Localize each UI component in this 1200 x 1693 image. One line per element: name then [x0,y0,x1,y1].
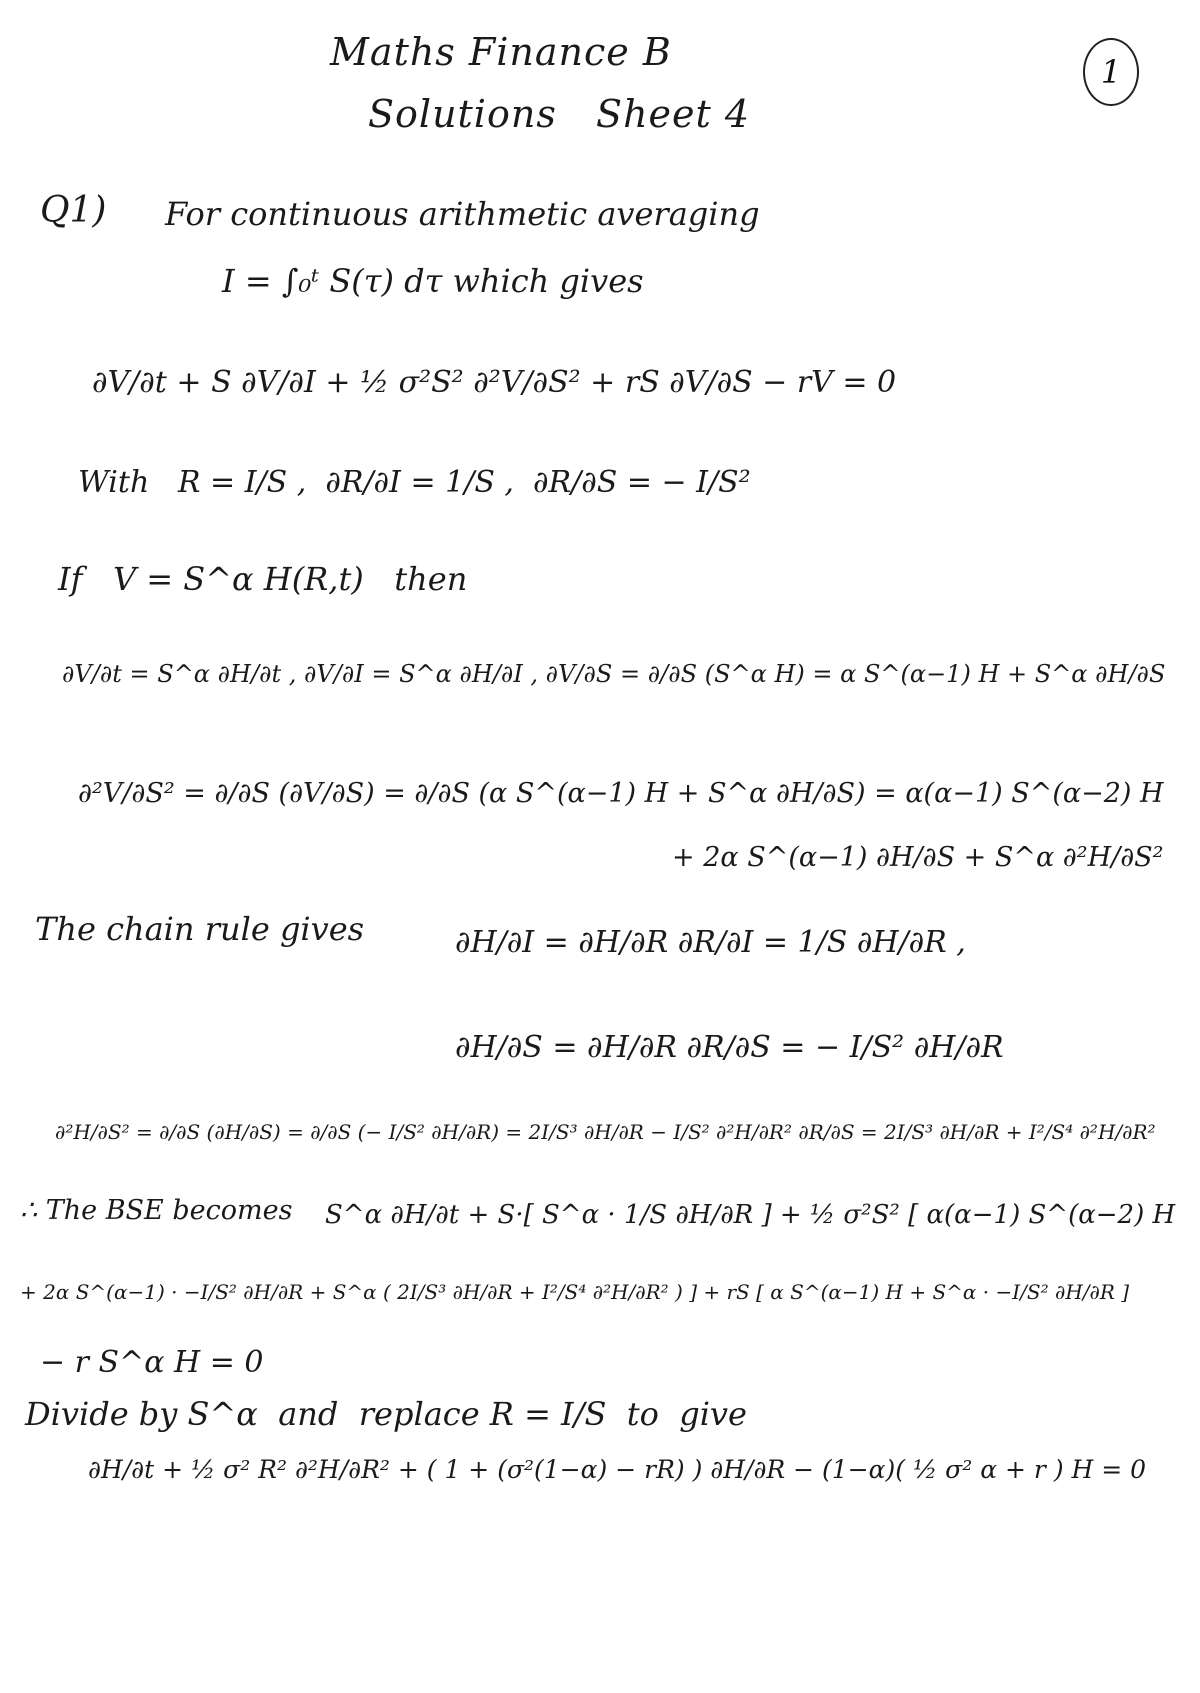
asian-pde: ∂V/∂t + S ∂V/∂I + ½ σ²S² ∂²V/∂S² + rS ∂V/∂S − rV = 0 [92,365,897,400]
second-derivative-line-1: ∂²V/∂S² = ∂/∂S (∂V/∂S) = ∂/∂S (α S^(α−1) H + S^α ∂H/∂S) = α(α−1) S^(α−2) H [78,778,1164,809]
hss-derivative: ∂²H/∂S² = ∂/∂S (∂H/∂S) = ∂/∂S (− I/S² ∂H/∂R) = 2I/S³ ∂H/∂R − I/S² ∂²H/∂R² ∂R/∂S = 2I/S³ ∂H/∂R + I²/S⁴ ∂²H/∂R² [55,1120,1156,1144]
bse-label: ∴ The BSE becomes [20,1195,293,1226]
page-number-circle: 1 [1083,38,1139,106]
substitution-definitions: With R = I/S , ∂R/∂I = 1/S , ∂R/∂S = − I/S² [78,465,751,500]
second-derivative-line-2: + 2α S^(α−1) ∂H/∂S + S^α ∂²H/∂S² [672,842,1164,873]
first-derivatives: ∂V/∂t = S^α ∂H/∂t , ∂V/∂I = S^α ∂H/∂I , ∂V/∂S = ∂/∂S (S^α H) = α S^(α−1) H + S^α ∂H/∂S [62,660,1166,688]
chain-rule-label: The chain rule gives [35,910,365,948]
chain-rule-line-1: ∂H/∂I = ∂H/∂R ∂R/∂I = 1/S ∂H/∂R , [455,925,966,960]
question-label: Q1) [40,190,107,231]
bse-line-3: − r S^α H = 0 [40,1345,264,1380]
final-pde: ∂H/∂t + ½ σ² R² ∂²H/∂R² + ( 1 + (σ²(1−α) − rR) ) ∂H/∂R − (1−α)( ½ σ² α + r ) H = 0 [88,1455,1147,1484]
title-line-1: Maths Finance B [330,30,672,74]
title-line-2: Solutions Sheet 4 [368,92,751,136]
ansatz-line: If V = S^α H(R,t) then [58,560,468,598]
chain-rule-line-2: ∂H/∂S = ∂H/∂R ∂R/∂S = − I/S² ∂H/∂R [455,1030,1004,1065]
integral-definition: I = ∫₀ᵗ S(τ) dτ which gives [222,262,644,300]
bse-line-2: + 2α S^(α−1) · −I/S² ∂H/∂R + S^α ( 2I/S³ ∂H/∂R + I²/S⁴ ∂²H/∂R² ) ] + rS [ α S^(α−1) H + S^α · −I/S² ∂H/∂R ] [20,1280,1130,1304]
bse-line-1: S^α ∂H/∂t + S·[ S^α · 1/S ∂H/∂R ] + ½ σ²S² [ α(α−1) S^(α−2) H [325,1200,1176,1230]
divide-instruction: Divide by S^α and replace R = I/S to give [25,1395,747,1433]
intro-text: For continuous arithmetic averaging [165,195,760,233]
